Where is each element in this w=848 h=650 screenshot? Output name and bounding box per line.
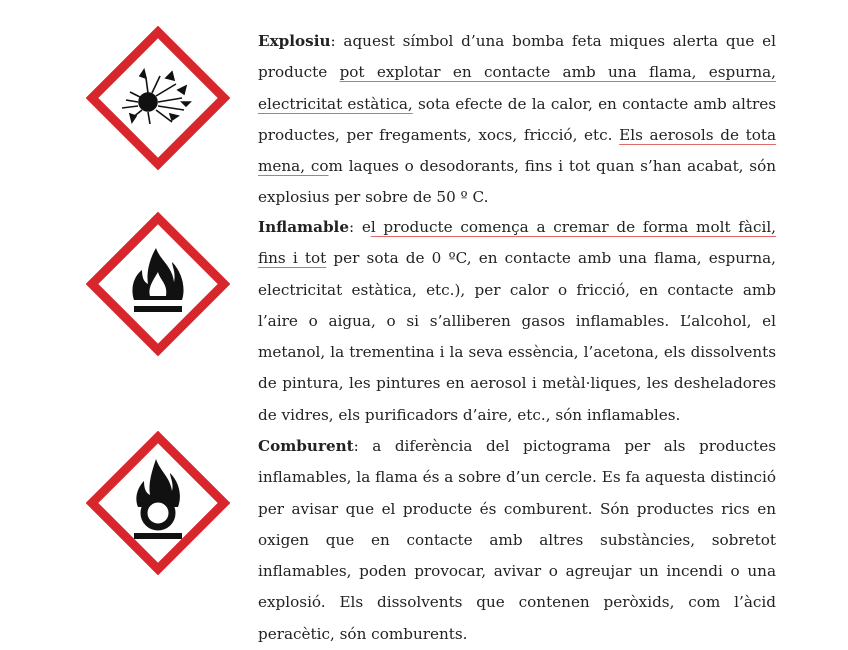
- hazard-term: Explosiu: [258, 32, 331, 50]
- hazard-description: Comburent: a diferència del pictograma per als productes inflamables, la flama és a sobre d’un cercle. Es fa aquesta distinció per avisar que el producte és comburent. Són productes rics en oxigen que en contacte amb altres substàncies, sobretot inflamables, poden provocar, avivar o agreujar un incendi o una explosió. Els dissolvents que contenen peròxids, com l’àcid peracètic, són comburents.: [258, 437, 776, 643]
- hazard-term: Comburent: [258, 437, 354, 455]
- hazard-description: Inflamable: el producte comença a cremar de forma molt fàcil, fins i tot per sota de 0 ºC, en contacte amb una flama, espurna, electricitat estàtica, etc.), per calor o fricció, en contacte amb l’aire o aigua, o si s’alliberen gasos inflamables. L’alcohol, el metanol, la trementina i la seva essència, l’acetona, els dissolvents de pintura, les pintures en aerosol i metàl·liques, les desheladores de vidres, els purificadors d’aire, etc., són inflamables.: [258, 218, 776, 424]
- flame-icon: [86, 212, 230, 356]
- exploding-bomb-icon: [86, 26, 230, 170]
- hazard-term: Inflamable: [258, 218, 349, 236]
- hazard-description: Explosiu: aquest símbol d’una bomba feta miques alerta que el producte pot explotar en contacte amb una flama, espurna, electricitat estàtica, sota efecte de la calor, en contacte amb altres productes, per fregaments, xocs, fricció, etc. Els aerosols de tota mena, com laques o desodorants, fins i tot quan s’han acabat, són explosius per sobre de 50 º C.: [258, 32, 777, 207]
- flame-over-circle-icon: [86, 431, 230, 575]
